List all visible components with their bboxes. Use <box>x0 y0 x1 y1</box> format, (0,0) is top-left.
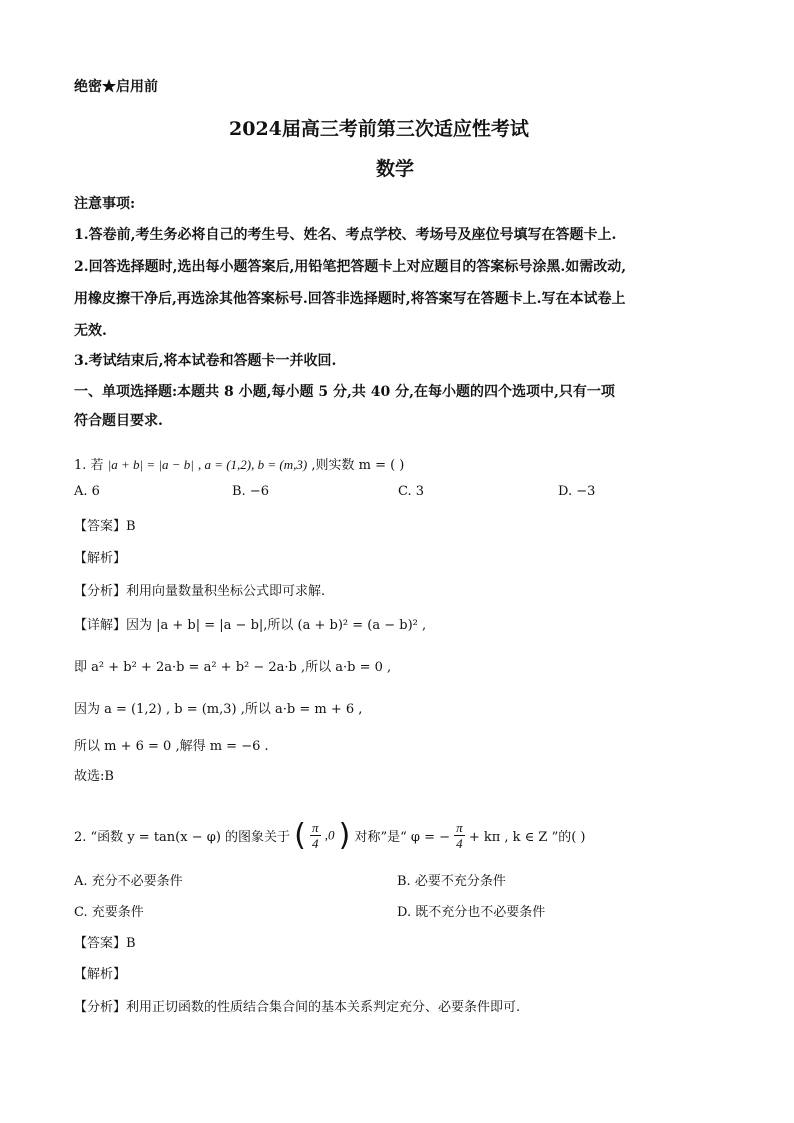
notice-item-2-line-3: 无效. <box>74 323 107 339</box>
section-heading-line-2: 符合题目要求. <box>74 413 163 429</box>
exam-title: 2024届高三考前第三次适应性考试 <box>229 118 529 140</box>
q1-fenxi: 【分析】利用向量数量积坐标公式即可求解. <box>74 584 326 599</box>
section-heading-line-1: 一、单项选择题:本题共 8 小题,每小题 5 分,共 40 分,在每小题的四个选项中,只有一项 <box>74 384 615 400</box>
q2-option-a: A. 充分不必要条件 <box>74 874 183 889</box>
q2-phi-denominator: 4 <box>456 836 463 851</box>
q1-vectors: , a = (1,2), b = (m,3) <box>197 457 308 472</box>
q1-option-b: B. −6 <box>232 484 269 499</box>
q2-point-denominator: 4 <box>312 836 319 851</box>
q1-option-d: D. −3 <box>558 484 596 499</box>
q2-stem-part-b: 对称”是“ φ = − <box>354 830 451 845</box>
q2-phi-fraction <box>454 820 465 851</box>
q1-detail-2: 即 a² + b² + 2a·b = a² + b² − 2a·b ,所以 a·b = 0 , <box>74 660 392 675</box>
q2-point-numerator: π <box>312 820 319 835</box>
notice-item-2-line-1: 2.回答选择题时,选出每小题答案后,用铅笔把答题卡上对应题目的答案标号涂黑.如需改动, <box>74 259 627 275</box>
q1-prefix: 1. 若 <box>74 458 104 473</box>
q2-point-rest: ,0 <box>324 827 335 843</box>
notice-item-1: 1.答卷前,考生务必将自己的考生号、姓名、考点学校、考场号及座位号填写在答题卡上. <box>74 227 617 243</box>
q1-condition: |a + b| = |a − b| <box>107 457 194 472</box>
q1-stem <box>74 454 404 473</box>
confidential-label: 绝密★启用前 <box>74 79 158 95</box>
q1-conclusion: 故选:B <box>74 769 114 784</box>
q2-answer: 【答案】B <box>74 936 136 951</box>
q1-analysis-tag: 【解析】 <box>74 551 127 566</box>
q2-option-b: B. 必要不充分条件 <box>397 874 506 889</box>
q1-suffix: ,则实数 m = ( ) <box>311 458 405 473</box>
notice-item-3: 3.考试结束后,将本试卷和答题卡一并收回. <box>74 353 337 369</box>
q2-phi-numerator: π <box>456 820 463 835</box>
notice-item-2-line-2: 用橡皮擦干净后,再选涂其他答案标号.回答非选择题时,将答案写在答题卡上.写在本试卷上 <box>74 291 626 307</box>
q1-option-a: A. 6 <box>74 484 100 499</box>
q1-option-c: C. 3 <box>398 484 425 499</box>
q2-stem <box>74 818 586 860</box>
q2-stem-part-c: + kπ , k ∈ Z ”的( ) <box>468 830 586 845</box>
q2-option-d: D. 既不充分也不必要条件 <box>397 905 546 920</box>
subject-title: 数学 <box>376 158 415 180</box>
q2-point-right-paren: ) <box>338 818 351 853</box>
q2-stem-part-a: 2. “函数 y = tan(x − φ) 的图象关于 <box>74 830 291 845</box>
q2-point-left-paren: ( <box>294 818 306 853</box>
q2-option-c: C. 充要条件 <box>74 905 144 920</box>
notice-heading: 注意事项: <box>74 196 136 212</box>
q1-detail-1: 【详解】因为 |a + b| = |a − b|,所以 (a + b)² = (a − b)² , <box>74 618 427 633</box>
q2-point-fraction <box>310 820 321 851</box>
q1-answer: 【答案】B <box>74 519 136 534</box>
q2-fenxi: 【分析】利用正切函数的性质结合集合间的基本关系判定充分、必要条件即可. <box>74 1000 521 1015</box>
q2-analysis-tag: 【解析】 <box>74 967 127 982</box>
q1-detail-4: 所以 m + 6 = 0 ,解得 m = −6 . <box>74 739 269 754</box>
q1-detail-3: 因为 a = (1,2) , b = (m,3) ,所以 a·b = m + 6 , <box>74 702 363 717</box>
